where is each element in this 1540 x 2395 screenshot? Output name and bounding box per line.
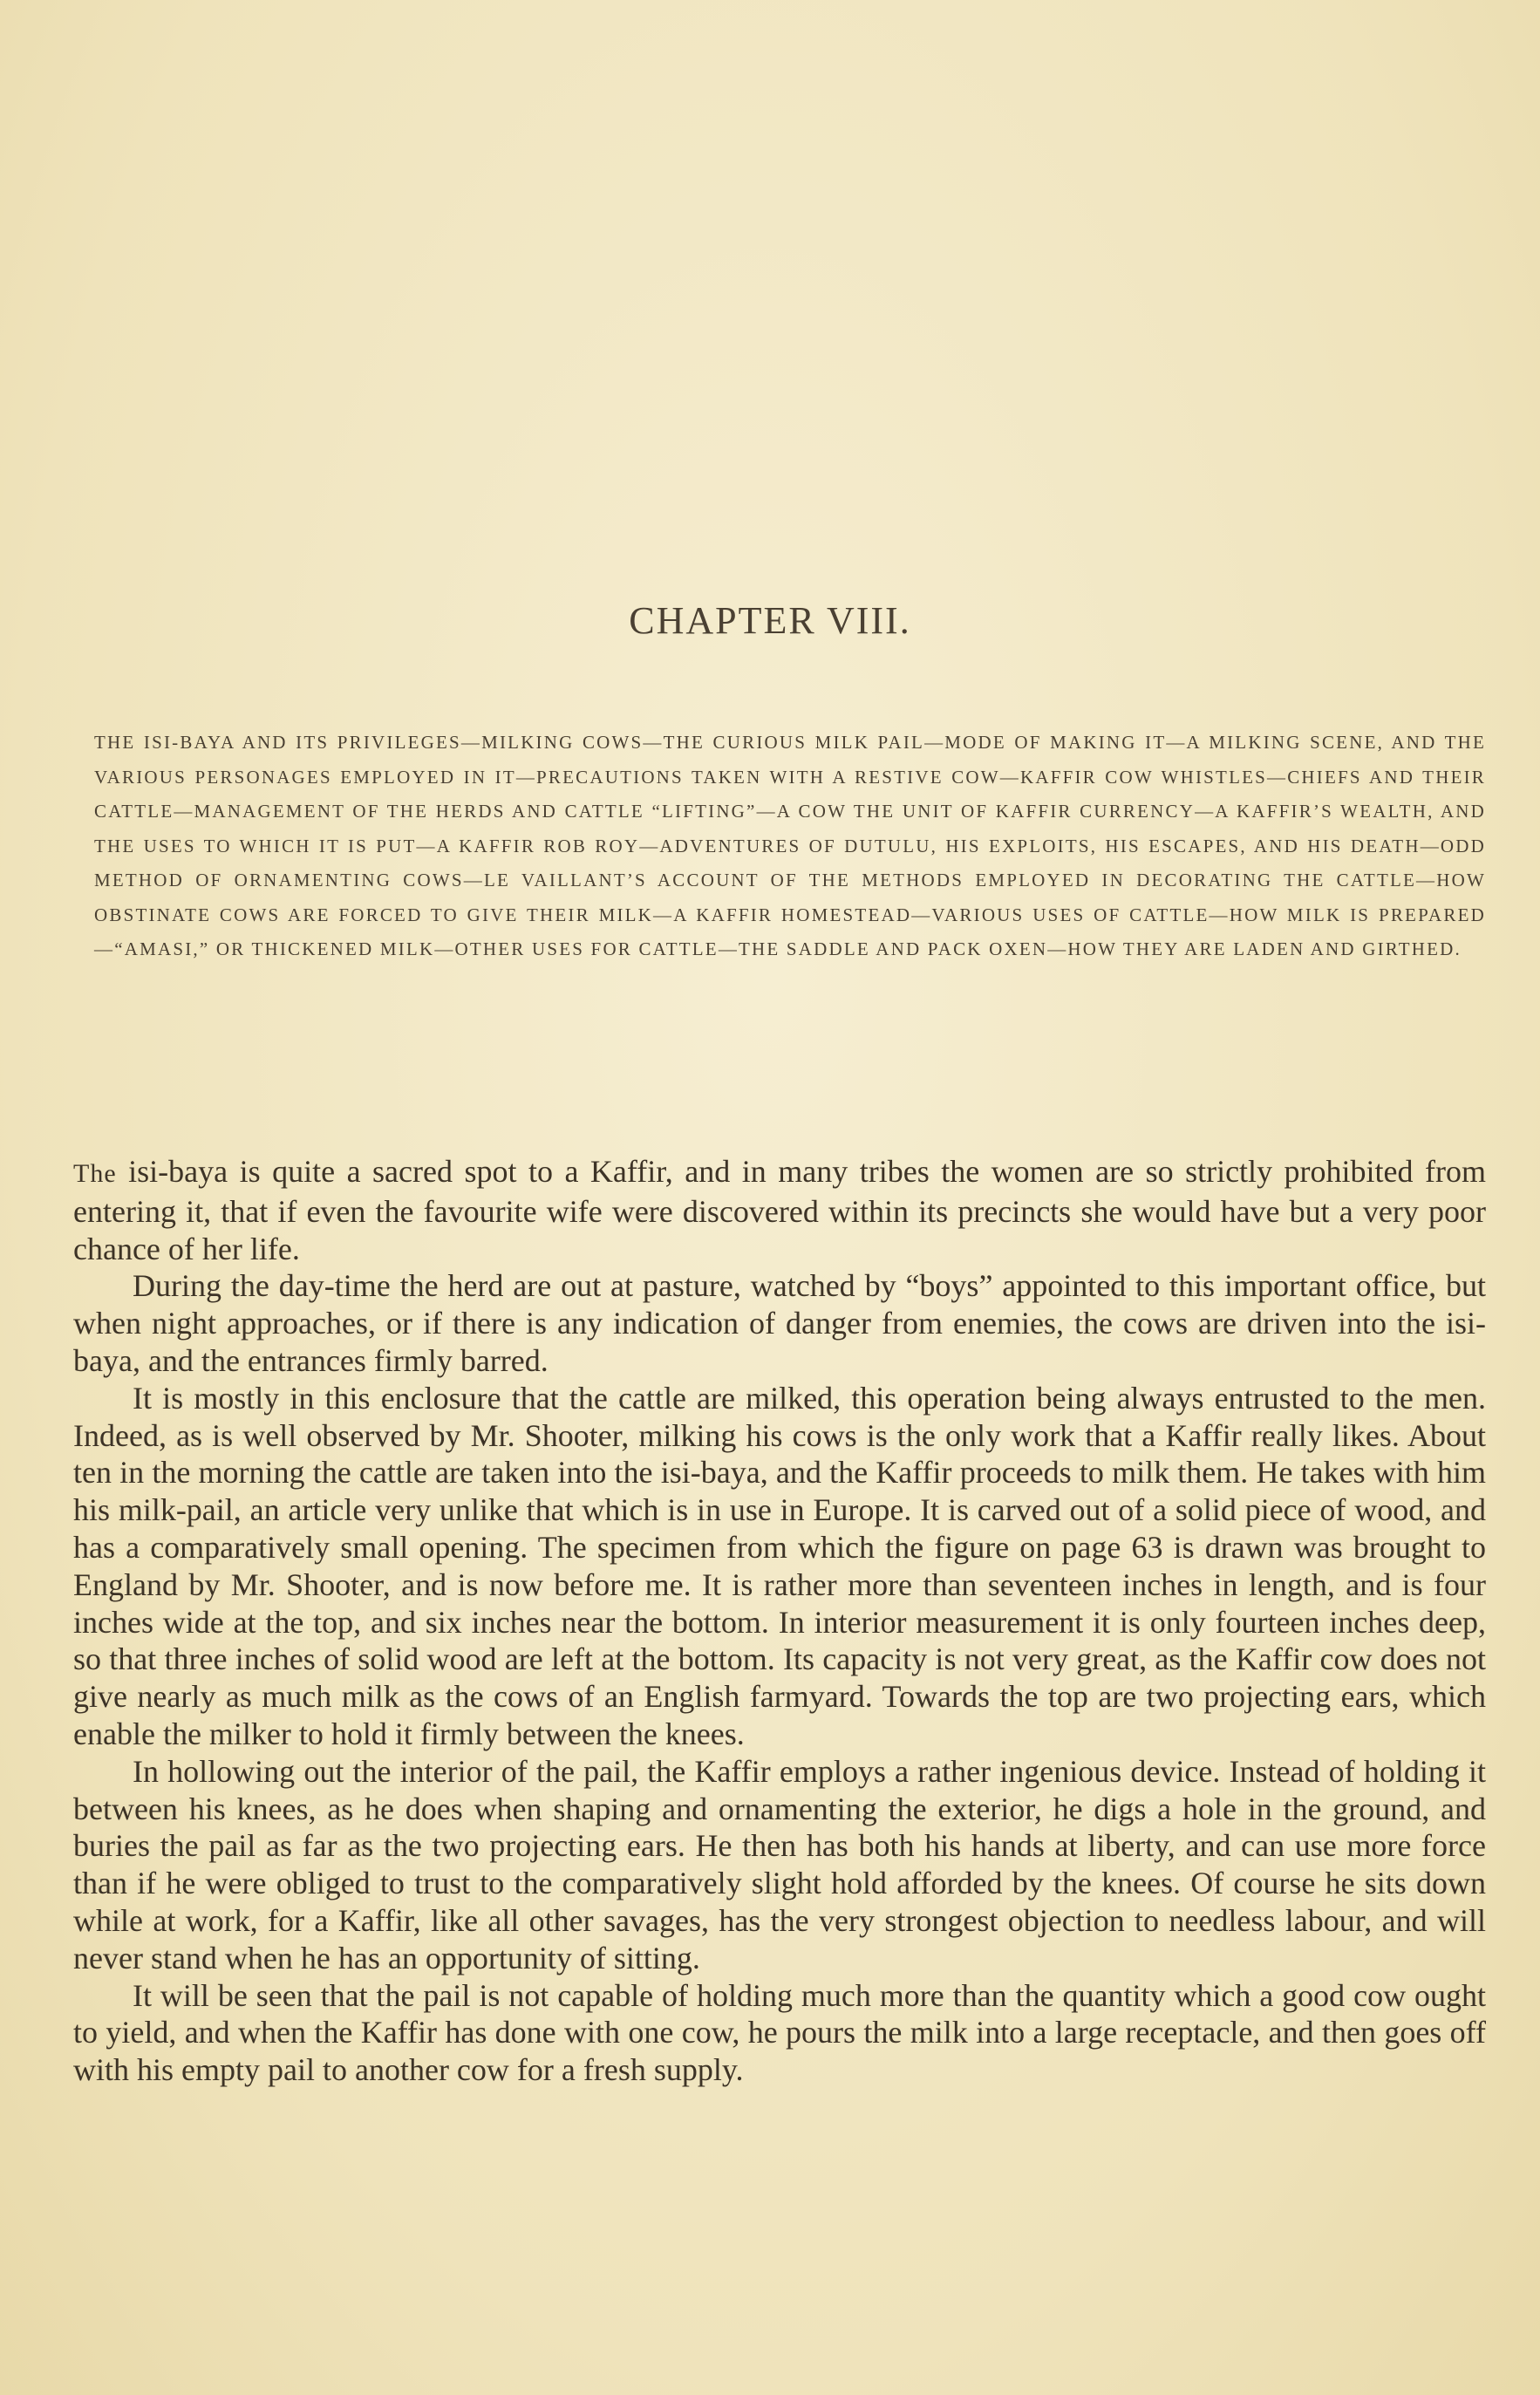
paragraph-1-text: isi-baya is quite a sacred spot to a Kaffir, and in many tribes the women are so strictly prohibited from entering it, that if even the favourite wife were discovered within its precincts she would have but a very poor chance of her life.: [73, 1154, 1486, 1266]
paragraph-4: In hollowing out the interior of the pail, the Kaffir employs a rather ingenious device. Instead of holding it between his knees, as he does when shaping and ornamenting the exterior, he digs a hole in the ground, and buries the pail as far as the two projecting ears. He then has both his hands at liberty, and can use more force than if he were obliged to trust to the comparatively slight hold afforded by the knees. Of course he sits down while at work, for a Kaffir, like all other savages, has the very strongest objection to needless labour, and will never stand when he has an opportunity of sitting.: [73, 1753, 1486, 1975]
lead-word: The: [73, 1159, 117, 1188]
paragraph-3: It is mostly in this enclosure that the cattle are milked, this operation being always entrusted to the men. Indeed, as is well observed by Mr. Shooter, milking his cows is the only work that a Kaffir really likes. About ten in the morning the cattle are taken into the isi-baya, and the Kaffir proceeds to milk them. He takes with him his milk-pail, an article very unlike that which is in use in Europe. It is carved out of a solid piece of wood, and has a comparatively small opening. The specimen from which the figure on page 63 is drawn was brought to England by Mr. Shooter, and is now before me. It is rather more than seventeen inches in length, and is four inches wide at the top, and six inches near the bottom. In interior measurement it is only fourteen inches deep, so that three inches of solid wood are left at the bottom. Its capacity is not very great, as the Kaffir cow does not give nearly as much milk as the cows of an English farmyard. Towards the top are two projecting ears, which enable the milker to hold it firmly between the knees.: [73, 1380, 1486, 1751]
chapter-summary: [94, 726, 1486, 967]
paragraph-5: It will be seen that the pail is not capable of holding much more than the quantity which a good cow ought to yield, and when the Kaffir has done with one cow, he pours the milk into a large receptacle, and then goes off with his empty pail to another cow for a fresh supply.: [73, 1977, 1486, 2088]
paragraph-2: During the day-time the herd are out at pasture, watched by “boys” appointed to this important office, but when night approaches, or if there is any indication of danger from enemies, the cows are driven into the isi-baya, and the entrances firmly barred.: [73, 1268, 1486, 1378]
chapter-body: [73, 1153, 1486, 2089]
chapter-title: CHAPTER VIII.: [629, 599, 911, 642]
paragraph-1: [73, 1153, 1486, 1267]
chapter-summary-text: THE ISI-BAYA AND ITS PRIVILEGES—MILKING COWS—THE CURIOUS MILK PAIL—MODE OF MAKING IT—A MILKING SCENE, AND THE VARIOUS PERSONAGES EMPLOYED IN IT—PRECAUTIONS TAKEN WITH A RESTIVE COW—KAFFIR COW WHISTLES—CHIEFS AND THEIR CATTLE—MANAGEMENT OF THE HERDS AND CATTLE “LIFTING”—A COW THE UNIT OF KAFFIR CURRENCY—A KAFFIR’S WEALTH, AND THE USES TO WHICH IT IS PUT—A KAFFIR ROB ROY—ADVENTURES OF DUTULU, HIS EXPLOITS, HIS ESCAPES, AND HIS DEATH—ODD METHOD OF ORNAMENTING COWS—LE VAILLANT’S ACCOUNT OF THE METHODS EMPLOYED IN DECORATING THE CATTLE—HOW OBSTINATE COWS ARE FORCED TO GIVE THEIR MILK—A KAFFIR HOMESTEAD—VARIOUS USES OF CATTLE—HOW MILK IS PREPARED—“AMASI,” OR THICKENED MILK—OTHER USES FOR CATTLE—THE SADDLE AND PACK OXEN—HOW THEY ARE LADEN AND GIRTHED.: [94, 732, 1486, 959]
